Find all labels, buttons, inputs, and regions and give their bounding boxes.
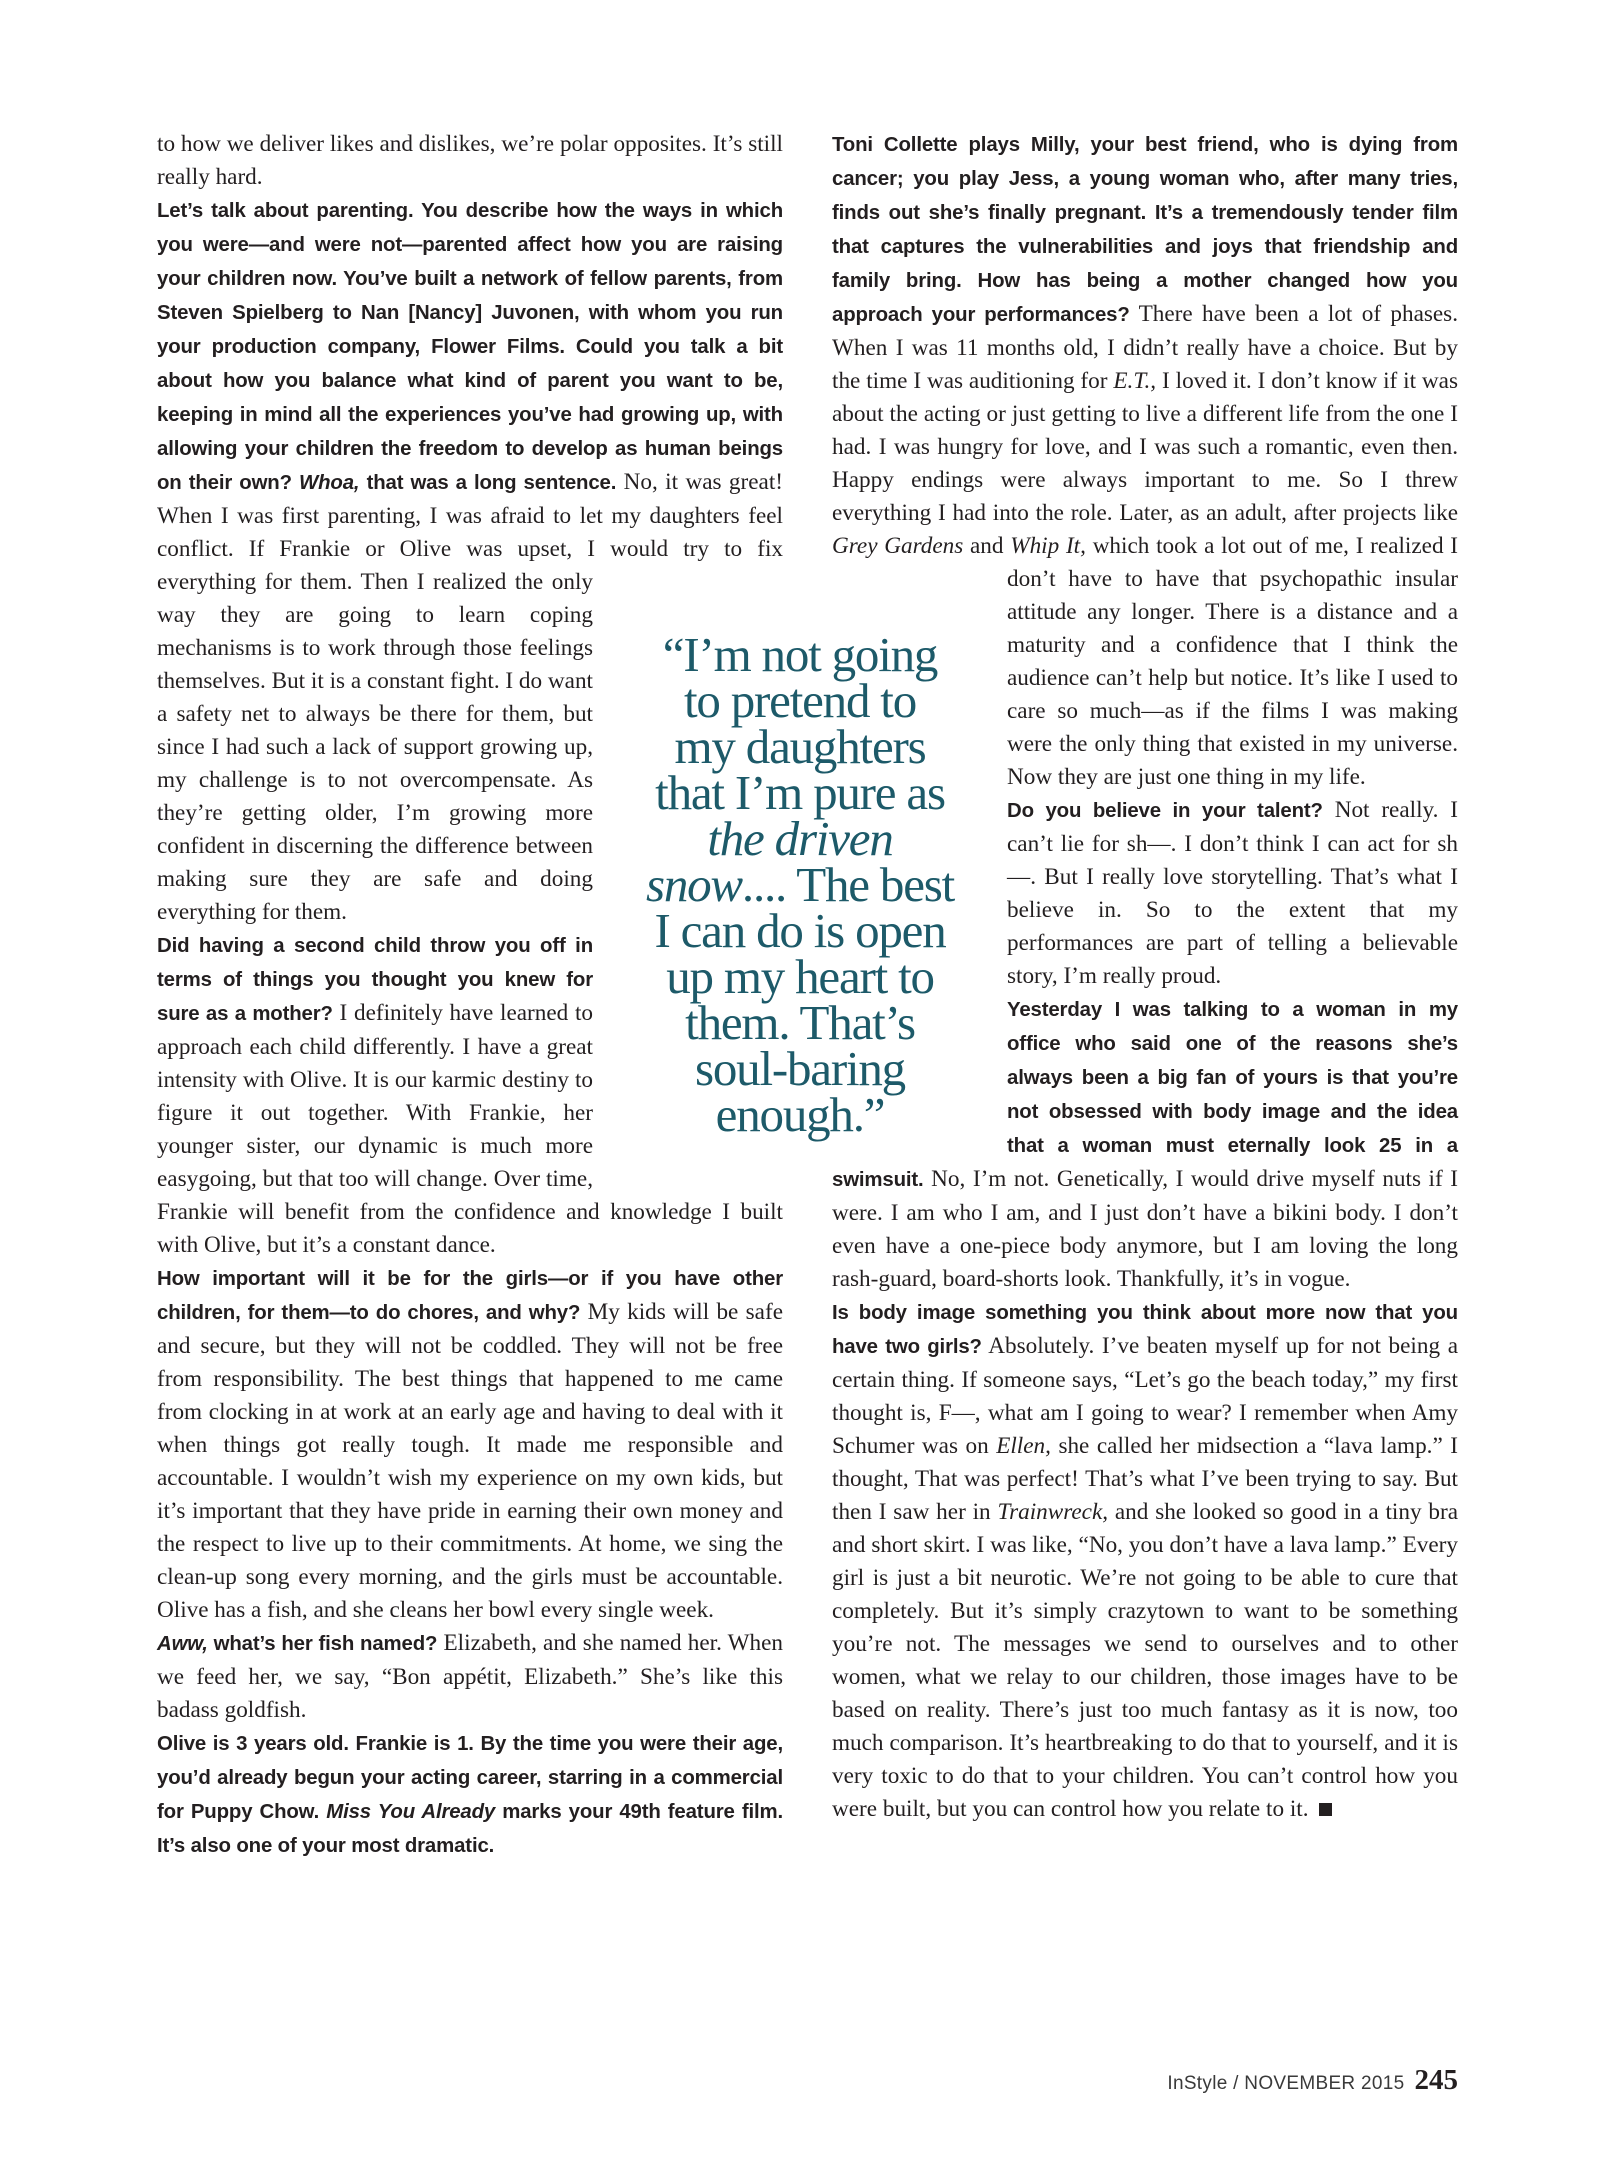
question-text: Olive is 3 years old. Frankie is 1. By the time you were their age, you’d already begun your acting career, starring in a commercial for Puppy Chow.	[157, 1733, 783, 1823]
pull-quote-line	[640, 995, 960, 1050]
body-text: to how we deliver likes and dislikes, we’re polar opposites. It’s still really hard.	[157, 131, 783, 190]
body-text: No, it was great! When I was first parenting, I was afraid to let my daughters feel conflict. If Frankie or Olive was upset, I would try to fix everything for them. Then I realized the only way they are going to learn coping mechanisms is to work through those feelings themselves. But it is a constant fight. I do want a safety net to always be there for them, but since I had such a lack of support growing up, my challenge is to not overcompensate. As they’re getting older, I’m growing more confident in discerning the difference between making sure they are safe and doing everything for them.	[157, 469, 783, 925]
pull-quote-line	[640, 673, 960, 728]
body-text: There have been a lot of phases. When I was 11 months old, I didn’t really have a choice. But by the time I was auditioning for	[832, 301, 1459, 394]
end-mark-icon	[1319, 1803, 1332, 1816]
pull-quote-line	[640, 1041, 960, 1096]
italic-title: Grey Gardens	[832, 533, 964, 559]
article-paragraph	[157, 1727, 783, 1863]
body-text: my daughters	[674, 719, 926, 774]
italic-title: Trainwreck,	[997, 1499, 1109, 1525]
pull-quote	[640, 627, 960, 1142]
body-text: soul-baring	[695, 1041, 905, 1096]
body-text: which took a lot out of me, I realized I don’t have to have that psychopathic insular attitude any longer. There is a distance and a maturity and a confidence that I think the audience can’t help but notice. It’s like I used to care so much—as if the films I was making were the only thing that existed in my universe. Now they are just one thing in my life.	[1007, 533, 1459, 790]
body-text: and she looked so good in a tiny bra and short skirt. I was like, “No, you don’t have a lava lamp.” Every girl is just a bit neurotic. We’re not going to be able to cure that completely. But it’s simply crazytown to want to be something you’re not. The messages we send to ourselves and to other women, what we relay to our children, those images have to be based on reality. There’s just too much fantasy as it is now, too much comparison. It’s heartbreaking to do that to yourself, and it is very toxic to do that to your children. You can’t control how you were built, but you can control how you relate to it.	[832, 1499, 1458, 1822]
body-text: Not really. I can’t lie for sh—. I don’t think I can act for sh—. But I really love storytelling. That’s what I believe in. So to the extent that my performances are part of telling a believable story, I’m really proud.	[1007, 797, 1458, 989]
question-text: what’s her fish named?	[207, 1633, 438, 1655]
pull-quote-line	[640, 765, 960, 820]
body-text: I loved it. I don’t know if it was about the acting or just getting to live a different life from the one I had. I was hungry for love, and I was such a romantic, even then. Happy endings were always important to me. So I threw everything I had into the role. Later, as an adult, after projects like	[832, 368, 1458, 526]
question-emphasis: Whoa,	[299, 472, 360, 494]
body-text: she called her midsection a “lava lamp.” I thought, That was perfect! That’s what I’ve been trying to say. But then I saw her in	[832, 1433, 1458, 1525]
body-text: up my heart to	[666, 949, 934, 1004]
body-text: “I’m not going	[662, 627, 938, 682]
question-text: Yesterday I was talking to a woman in my office who said one of the reasons she’s always been a big fan of yours is that you’re not obsessed with body image and the idea that a woman must eternally look 25 in a swimsuit.	[832, 999, 1458, 1191]
question-text: Did having a second child throw you off in terms of things you thought you knew for sure as a mother?	[157, 935, 593, 1025]
article-paragraph	[157, 1262, 783, 1627]
article-paragraph	[157, 1627, 783, 1727]
body-text: I definitely have learned to approach each child differently. I have a great intensity with Olive. It is our karmic destiny to figure it out together. With Frankie, her younger sister, our dynamic is much more easygoing, but that too will change. Over time, Frankie will benefit from the confidence and knowledge I built with Olive, but it’s a constant dance.	[157, 1000, 783, 1258]
italic-title: the driven	[707, 811, 893, 866]
question-emphasis: Miss You Already	[326, 1801, 496, 1823]
pull-quote-line	[640, 719, 960, 774]
pull-quote-line	[640, 627, 960, 682]
question-text: Is body image something you think about more now that you have two girls?	[832, 1302, 1458, 1358]
publication-issue: InStyle / NOVEMBER 2015	[1167, 2073, 1405, 2094]
body-text: that I’m pure as	[655, 765, 945, 820]
body-text: .... The best	[741, 857, 955, 912]
page-number: 245	[1414, 2064, 1458, 2096]
page-footer	[1167, 2064, 1458, 2097]
pull-quote-line	[640, 857, 960, 912]
question-emphasis: Aww,	[157, 1633, 208, 1655]
question-text: Do you believe in your talent?	[1007, 800, 1323, 822]
pull-quote-line	[640, 903, 960, 958]
body-text: My kids will be safe and secure, but they will not be coddled. They will not be free from responsibility. The best things that happened to me came from clocking in at work at an early age and having to deal with it when things got really tough. It made me responsible and accountable. I wouldn’t wish my experience on my own kids, but it’s important that they have pride in earning their own money and the respect to live up to their commitments. At home, we sing the clean-up song every morning, and the girls must be accountable. Olive has a fish, and she cleans her bowl every single week.	[157, 1299, 783, 1623]
pull-quote-line	[640, 949, 960, 1004]
body-text: and	[963, 533, 1011, 559]
italic-title: Ellen,	[996, 1433, 1051, 1459]
body-text: No, I’m not. Genetically, I would drive myself nuts if I were. I am who I am, and I just don’t have a bikini body. I don’t even have a one-piece body anymore, but I am loving the long rash-guard, board-shorts look. Thankfully, it’s in vogue.	[832, 1166, 1458, 1292]
question-text: Let’s talk about parenting. You describe how the ways in which you were—and were not—parented affect how you are raising your children now. You’ve built a network of fellow parents, from Steven Spielberg to Nan [Nancy] Juvonen, with whom you run your production company, Flower Films. Could you talk a bit about how you balance what kind of parent you want to be, keeping in mind all the experiences you’ve had growing up, with allowing your children the freedom to develop as human beings on their own?	[157, 200, 783, 494]
question-text: marks your 49th feature film. It’s also one of your most dramatic.	[157, 1801, 783, 1857]
body-text: Absolutely. I’ve beaten myself up for not being a certain thing. If someone says, “Let’s go the beach today,” my first thought is, F—, what am I going to wear? I remember when Amy Schumer was on	[832, 1333, 1458, 1459]
italic-title: Whip It,	[1010, 533, 1086, 559]
article-paragraph	[832, 1296, 1458, 1826]
pull-quote-line	[640, 1087, 960, 1142]
body-text: to pretend to	[683, 673, 917, 728]
italic-title: snow	[645, 857, 742, 912]
question-text: that was a long sentence.	[359, 472, 617, 494]
body-text: Elizabeth, and she named her. When we feed her, we say, “Bon appétit, Elizabeth.” She’s like this badass goldfish.	[157, 1630, 783, 1723]
body-text: them. That’s	[685, 995, 915, 1050]
pull-quote-line	[640, 811, 960, 866]
body-text: enough.”	[715, 1087, 885, 1142]
italic-title: E.T.,	[1113, 368, 1157, 394]
article-paragraph	[157, 128, 783, 194]
question-text: Toni Collette plays Milly, your best friend, who is dying from cancer; you play Jess, a young woman who, after many tries, finds out she’s finally pregnant. It’s a tremendously tender film that captures the vulnerabilities and joys that friendship and family bring. How has being a mother changed how you approach your performances?	[832, 134, 1458, 326]
body-text: I can do is open	[654, 903, 946, 958]
question-text: How important will it be for the girls—or if you have other children, for them—to do chores, and why?	[157, 1268, 783, 1324]
